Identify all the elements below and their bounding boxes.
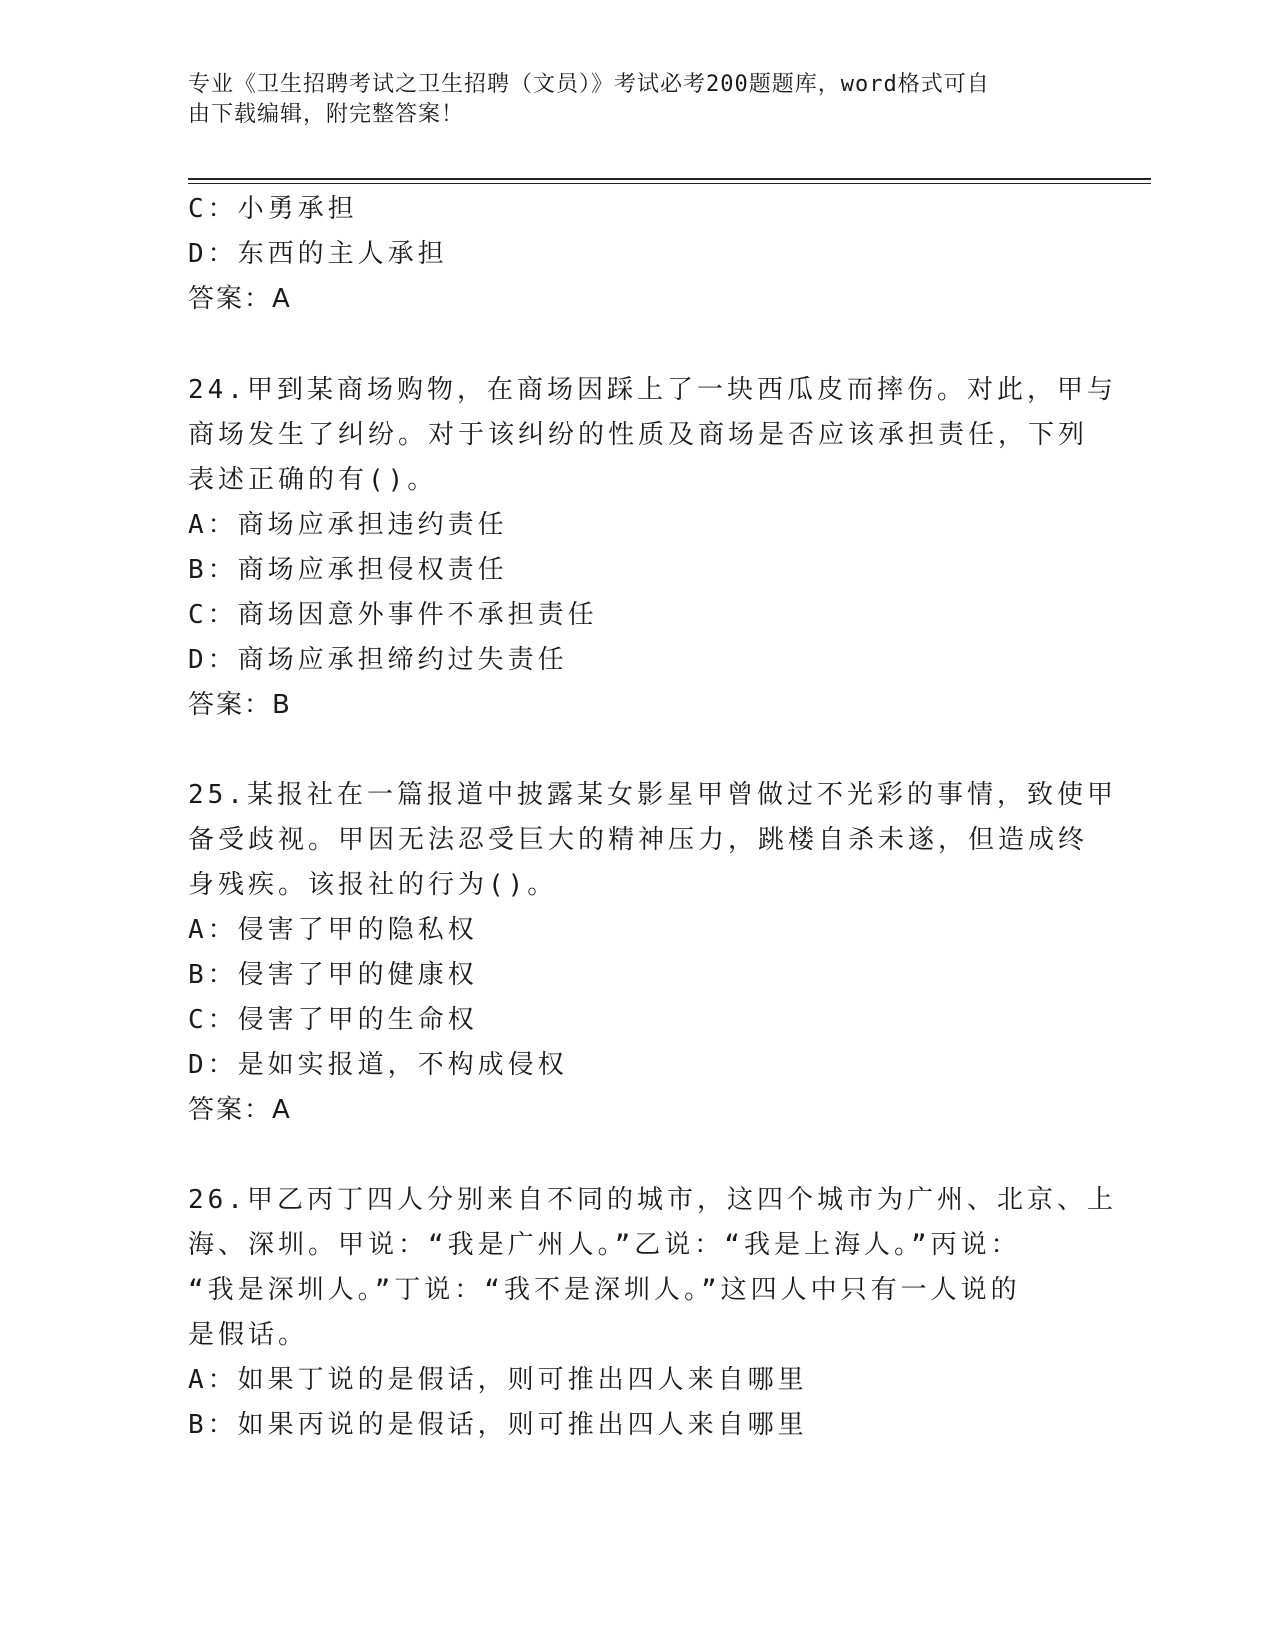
q24-stem-line-3: 表述正确的有()。: [188, 465, 438, 495]
q26-stem-line-3: “我是深圳人。”丁说：“我不是深圳人。”这四人中只有一人说的: [188, 1275, 1021, 1305]
q25-stem-line-1: 25.某报社在一篇报道中披露某女影星甲曾做过不光彩的事情，致使甲: [188, 780, 1117, 810]
q26-option-b: B：如果丙说的是假话，则可推出四人来自哪里: [188, 1410, 808, 1440]
header-divider-thick: [188, 178, 1151, 180]
q24-option-d: D：商场应承担缔约过失责任: [188, 645, 568, 675]
q26-stem-line-1: 26.甲乙丙丁四人分别来自不同的城市，这四个城市为广州、北京、上: [188, 1185, 1117, 1215]
header-line-1: 专业《卫生招聘考试之卫生招聘（文员）》考试必考200题题库，word格式可自: [188, 72, 990, 97]
q24-answer: 答案：B: [188, 690, 292, 720]
q25-option-b: B：侵害了甲的健康权: [188, 960, 478, 990]
q24-stem-line-2: 商场发生了纠纷。对于该纠纷的性质及商场是否应该承担责任，下列: [188, 420, 1089, 450]
header-divider-thin: [188, 183, 1151, 184]
q24-stem-line-1: 24.甲到某商场购物，在商场因踩上了一块西瓜皮而摔伤。对此，甲与: [188, 375, 1117, 405]
q24-option-a: A：商场应承担违约责任: [188, 510, 508, 540]
q25-option-a: A：侵害了甲的隐私权: [188, 915, 478, 945]
page-header: [188, 70, 1068, 130]
q25-stem-line-3: 身残疾。该报社的行为()。: [188, 870, 558, 900]
q23-option-c: C：小勇承担: [188, 194, 358, 224]
q24-option-b: B：商场应承担侵权责任: [188, 555, 508, 585]
q26-option-a: A：如果丁说的是假话，则可推出四人来自哪里: [188, 1365, 808, 1395]
q26-stem-line-2: 海、深圳。甲说：“我是广州人。”乙说：“我是上海人。”丙说：: [188, 1230, 1021, 1260]
q25-option-c: C：侵害了甲的生命权: [188, 1005, 478, 1035]
q26-stem-line-4: 是假话。: [188, 1320, 309, 1350]
q25-stem-line-2: 备受歧视。甲因无法忍受巨大的精神压力，跳楼自杀未遂，但造成终: [188, 825, 1089, 855]
q24-option-c: C：商场因意外事件不承担责任: [188, 600, 598, 630]
q25-option-d: D：是如实报道，不构成侵权: [188, 1050, 568, 1080]
q23-option-d: D：东西的主人承担: [188, 239, 448, 269]
q25-answer: 答案：A: [188, 1095, 292, 1125]
q23-answer: 答案：A: [188, 284, 292, 314]
header-line-2: 由下载编辑，附完整答案！: [188, 102, 465, 127]
